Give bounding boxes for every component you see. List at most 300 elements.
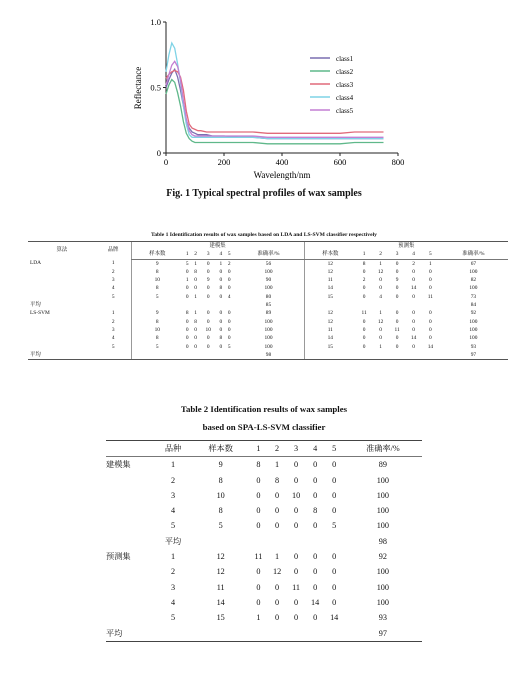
- table-cell: 0: [379, 335, 382, 342]
- table-row: [106, 626, 422, 642]
- table-cell: 0: [275, 582, 280, 592]
- table-cell: 0: [275, 506, 280, 516]
- table-cell: 2: [171, 475, 176, 485]
- table-cell: [268, 534, 287, 549]
- table-cell: 5: [111, 293, 115, 300]
- table-row: [106, 610, 422, 625]
- table-row: [28, 268, 508, 276]
- legend-label-class1: class1: [336, 55, 354, 63]
- table-cell: 0: [294, 460, 299, 470]
- table-cell: 0: [206, 285, 210, 292]
- table-cell: 1: [171, 460, 176, 470]
- table-cell: 0: [362, 285, 366, 292]
- table-cell: 8: [185, 310, 189, 317]
- table1-lda-lssvm-results: [28, 241, 508, 360]
- table-cell: 0: [194, 277, 197, 284]
- table-cell: 8: [275, 475, 280, 485]
- table-cell: 100: [376, 567, 389, 577]
- y-ticks: [150, 17, 166, 158]
- table-cell: 11: [427, 293, 433, 300]
- table-row: [28, 318, 508, 326]
- table-cell: 8: [362, 260, 366, 267]
- table-cell: 98: [233, 351, 304, 360]
- table-cell: 9: [131, 259, 183, 268]
- table-cell: [200, 301, 217, 309]
- table-cell: 85: [265, 302, 272, 309]
- table-cell: 0: [313, 521, 318, 531]
- table-row: [28, 301, 508, 309]
- table-cell: 10: [131, 276, 183, 284]
- table-row: [28, 334, 508, 342]
- table-cell: 0: [185, 335, 189, 342]
- table-cell: 84: [470, 302, 477, 309]
- table-cell: 4: [171, 597, 176, 607]
- table-cell: 3: [111, 277, 115, 284]
- table-cell: 100: [264, 343, 273, 350]
- table-cell: 0: [313, 460, 318, 470]
- table-cell: 0: [395, 293, 399, 300]
- table-cell: 100: [469, 326, 478, 333]
- table-cell: 10: [131, 326, 183, 334]
- table-cell: 11: [361, 310, 367, 317]
- table-cell: 5: [131, 343, 183, 351]
- table-row: [28, 259, 508, 268]
- table-cell: 14: [330, 613, 339, 623]
- table-cell: 0: [227, 285, 231, 292]
- table-cell: [183, 301, 191, 309]
- table-cell: 12: [377, 268, 384, 275]
- table-cell: 0: [313, 475, 318, 485]
- table-cell: 93: [378, 613, 387, 623]
- table-cell: 0: [219, 293, 223, 300]
- table-cell: 12: [304, 259, 356, 268]
- table-cell: 0: [395, 310, 399, 317]
- table-cell: 0: [256, 582, 261, 592]
- table-cell: 98: [378, 536, 387, 546]
- table-cell: 1: [219, 260, 223, 267]
- table-cell: 0: [412, 268, 415, 275]
- table-cell: 89: [265, 310, 272, 317]
- legend-label-class4: class4: [336, 94, 354, 102]
- table-cell: 0: [332, 567, 337, 577]
- table-cell: [372, 301, 389, 309]
- table1-subheader-cell: 2: [372, 250, 389, 259]
- table-cell: 0: [395, 260, 399, 267]
- x-tick-label: 800: [391, 157, 405, 167]
- table-row: [28, 326, 508, 334]
- table-cell: 0: [412, 310, 415, 317]
- table1-subheader-cell: 1: [183, 250, 191, 259]
- table-cell: 100: [469, 268, 478, 275]
- table1-subheader-cell: 准确率/%: [233, 250, 304, 259]
- table-row: [106, 473, 422, 488]
- table-cell: 0: [185, 318, 189, 325]
- table-cell: [422, 351, 439, 360]
- table-cell: 9: [395, 277, 399, 284]
- table-cell: LS-SVM: [30, 310, 50, 317]
- x-axis-label: Wavelength/nm: [253, 170, 311, 180]
- table-cell: [96, 301, 131, 309]
- table-cell: 2: [227, 260, 231, 267]
- table-cell: 0: [362, 318, 366, 325]
- table-cell: 12: [216, 552, 225, 562]
- table1-subheader-cell: 1: [356, 250, 372, 259]
- table-row: [106, 580, 422, 595]
- table-cell: 0: [313, 613, 318, 623]
- table2-spa-lssvm-results: [106, 440, 422, 642]
- table-cell: 0: [294, 613, 299, 623]
- table-cell: 11: [216, 582, 225, 592]
- table-row: [106, 564, 422, 579]
- table-cell: [183, 351, 191, 360]
- table-cell: 0: [256, 475, 261, 485]
- table-cell: 平均: [30, 302, 41, 309]
- table-cell: 4: [227, 293, 231, 300]
- x-tick-label: 400: [275, 157, 289, 167]
- y-tick-label: 1.0: [150, 17, 161, 27]
- table-cell: 0: [185, 285, 189, 292]
- table-cell: 0: [275, 613, 280, 623]
- table-cell: 8: [256, 460, 261, 470]
- table1-subheader-cell: 准确率/%: [439, 250, 508, 259]
- table-cell: 0: [275, 597, 280, 607]
- table1-subheader-cell: 2: [191, 250, 199, 259]
- y-axis-label: Reflectance: [133, 66, 143, 110]
- table-cell: 0: [362, 326, 366, 333]
- table-cell: 0: [256, 521, 261, 531]
- col-calibration-set: 建模集: [131, 242, 304, 251]
- table-cell: [249, 626, 267, 642]
- table-cell: 0: [379, 326, 382, 333]
- table-cell: 82: [470, 277, 477, 284]
- table-row: [106, 534, 422, 549]
- table-cell: 11: [304, 276, 356, 284]
- table-cell: LDA: [30, 260, 42, 267]
- table-cell: [217, 301, 225, 309]
- table-cell: 0: [313, 567, 318, 577]
- table-cell: 0: [412, 277, 415, 284]
- table-cell: 5: [218, 521, 223, 531]
- table-cell: 0: [294, 475, 299, 485]
- table-cell: 0: [362, 293, 366, 300]
- table-cell: 0: [313, 490, 318, 500]
- table1-subheader-cell: 4: [405, 250, 422, 259]
- x-tick-label: 600: [333, 157, 347, 167]
- table-cell: [28, 318, 96, 326]
- table-cell: [200, 351, 217, 360]
- table-cell: 0: [362, 268, 366, 275]
- table-cell: 12: [216, 567, 225, 577]
- table-cell: 11: [292, 582, 301, 592]
- table-cell: [191, 351, 199, 360]
- table-cell: 0: [206, 268, 210, 275]
- table-cell: 1: [256, 613, 261, 623]
- table-cell: [268, 626, 287, 642]
- table1-subheader-cell: 样本数: [304, 250, 356, 259]
- table-cell: 100: [264, 335, 273, 342]
- table-cell: 93: [470, 343, 477, 350]
- table-cell: 8: [218, 475, 223, 485]
- table-cell: [192, 626, 249, 642]
- table-cell: 0: [219, 326, 223, 333]
- table-cell: 8: [194, 318, 197, 325]
- table-cell: [28, 343, 96, 351]
- table-cell: 14: [410, 335, 417, 342]
- chart-legend: [310, 55, 354, 115]
- table-cell: [325, 534, 344, 549]
- table1-subheader-cell: 4: [217, 250, 225, 259]
- table-cell: 0: [219, 268, 223, 275]
- table-row: [28, 351, 508, 360]
- table-cell: 0: [429, 268, 432, 275]
- table-cell: 5: [131, 293, 183, 301]
- table-cell: 14: [304, 334, 356, 342]
- table-cell: 0: [206, 318, 210, 325]
- table-cell: 5: [185, 260, 189, 267]
- table2-header-cell: [106, 441, 154, 457]
- table-cell: 0: [256, 506, 261, 516]
- table-row: [106, 457, 422, 473]
- table-cell: [28, 268, 96, 276]
- table-cell: 0: [275, 490, 280, 500]
- table-cell: 0: [256, 597, 261, 607]
- table1-subheader-cell: 样本数: [131, 250, 183, 259]
- table-cell: 0: [219, 277, 223, 284]
- table-cell: 12: [272, 567, 282, 577]
- table-cell: 100: [264, 326, 273, 333]
- table-cell: 2: [111, 268, 115, 275]
- table-row: [28, 293, 508, 301]
- table-cell: 3: [111, 326, 115, 333]
- table-cell: 0: [294, 506, 299, 516]
- table-cell: 5: [111, 343, 115, 350]
- table-cell: 建模集: [106, 460, 131, 470]
- table-cell: [249, 534, 267, 549]
- table-cell: 12: [304, 318, 356, 326]
- table-cell: 4: [111, 285, 115, 292]
- table-cell: 14: [311, 597, 320, 607]
- table-cell: 0: [412, 343, 415, 350]
- table-cell: 12: [304, 309, 356, 317]
- table-cell: 100: [264, 268, 273, 275]
- table-cell: 0: [194, 285, 197, 292]
- table2-caption-line2: based on SPA-LS-SVM classifier: [202, 422, 326, 432]
- y-tick-label: 0.5: [150, 82, 161, 93]
- table-cell: 8: [131, 318, 183, 326]
- table-cell: 92: [470, 310, 477, 317]
- table-cell: [225, 351, 233, 360]
- col-prediction-set: 预测集: [304, 242, 508, 251]
- table-cell: 8: [131, 268, 183, 276]
- table-cell: 100: [264, 318, 273, 325]
- table-cell: 12: [304, 268, 356, 276]
- table2-caption-line1: Table 2 Identification results of wax samples: [180, 404, 348, 414]
- table2-header-cell: 1: [249, 441, 267, 457]
- table-cell: 1: [379, 260, 382, 267]
- table-cell: 0: [227, 310, 231, 317]
- table-cell: [191, 301, 199, 309]
- table-cell: 5: [227, 343, 231, 350]
- table-cell: 0: [227, 318, 231, 325]
- table-cell: 0: [185, 268, 189, 275]
- table-cell: [106, 610, 154, 625]
- table-cell: 0: [395, 285, 399, 292]
- table-cell: [225, 301, 233, 309]
- spectral-profile-chart: [0, 0, 528, 190]
- table-cell: 4: [379, 293, 382, 300]
- table-cell: [131, 301, 183, 309]
- table-cell: [106, 503, 154, 518]
- table-cell: 10: [216, 490, 225, 500]
- table-cell: 0: [227, 326, 231, 333]
- table-cell: 0: [362, 335, 366, 342]
- table-cell: 67: [470, 260, 477, 267]
- table-cell: 100: [469, 318, 478, 325]
- table2-header-cell: 5: [325, 441, 344, 457]
- table-cell: 1: [429, 260, 432, 267]
- table-cell: 0: [227, 277, 231, 284]
- table-cell: 0: [429, 310, 432, 317]
- table-cell: 5: [171, 613, 176, 623]
- table-cell: 0: [206, 310, 210, 317]
- table-cell: 0: [412, 326, 415, 333]
- table-cell: [306, 626, 325, 642]
- table-cell: 2: [171, 567, 176, 577]
- table-cell: 0: [429, 285, 432, 292]
- table-cell: 0: [185, 326, 189, 333]
- table-cell: 8: [219, 285, 223, 292]
- table-cell: 14: [410, 285, 417, 292]
- table1-subheader-cell: 5: [225, 250, 233, 259]
- table2-header-cell: 4: [306, 441, 325, 457]
- table-cell: 0: [313, 552, 318, 562]
- table-cell: 100: [376, 475, 389, 485]
- x-tick-label: 0: [163, 157, 169, 167]
- table-cell: 11: [304, 326, 356, 334]
- table-cell: 11: [394, 326, 400, 333]
- table-cell: [106, 518, 154, 533]
- table-cell: 56: [265, 260, 272, 267]
- table-cell: 8: [131, 334, 183, 342]
- table-cell: [356, 301, 372, 309]
- table-cell: 0: [395, 343, 399, 350]
- table-cell: [28, 326, 96, 334]
- table-cell: 0: [395, 335, 399, 342]
- table-cell: 0: [206, 293, 210, 300]
- table-cell: 0: [206, 260, 210, 267]
- table-cell: [389, 351, 405, 360]
- table-cell: 0: [219, 310, 223, 317]
- table-cell: [325, 626, 344, 642]
- table2-header-cell: 3: [287, 441, 306, 457]
- table-cell: 0: [332, 552, 337, 562]
- table-cell: 0: [379, 277, 382, 284]
- table-cell: 10: [292, 490, 301, 500]
- table-cell: [405, 351, 422, 360]
- table-cell: 80: [265, 293, 272, 300]
- table-cell: 1: [194, 293, 197, 300]
- table1-subheader-cell: 3: [200, 250, 217, 259]
- table-cell: 9: [218, 460, 223, 470]
- table-cell: 100: [376, 582, 389, 592]
- table-cell: [304, 351, 356, 360]
- table-row: [106, 549, 422, 564]
- table-cell: 2: [111, 318, 115, 325]
- table-cell: 1: [194, 310, 197, 317]
- table-cell: 0: [332, 490, 337, 500]
- table-cell: 11: [254, 552, 263, 562]
- table-cell: 92: [378, 552, 387, 562]
- table-cell: 0: [275, 521, 280, 531]
- table-cell: [106, 488, 154, 503]
- table-cell: [192, 534, 249, 549]
- table-cell: 90: [265, 277, 272, 284]
- table-cell: 0: [332, 506, 337, 516]
- table-cell: 8: [313, 506, 318, 516]
- table-cell: [106, 473, 154, 488]
- table-cell: 100: [469, 335, 478, 342]
- col-brand: 品牌: [96, 242, 131, 260]
- table-cell: 4: [171, 506, 176, 516]
- table-cell: 1: [379, 310, 382, 317]
- table-row: [28, 276, 508, 284]
- table-cell: 0: [256, 490, 261, 500]
- table-cell: 0: [362, 343, 366, 350]
- table-cell: 平均: [106, 626, 154, 642]
- table-cell: [217, 351, 225, 360]
- table-cell: 0: [294, 567, 299, 577]
- table-cell: 0: [185, 343, 189, 350]
- table-cell: [405, 301, 422, 309]
- table-cell: 89: [378, 460, 387, 470]
- table-cell: 8: [194, 268, 197, 275]
- table-cell: 0: [194, 326, 197, 333]
- legend-label-class5: class5: [336, 107, 354, 115]
- x-tick-label: 200: [217, 157, 231, 167]
- table-cell: 14: [427, 343, 434, 350]
- table-cell: 15: [304, 343, 356, 351]
- table-cell: 0: [294, 521, 299, 531]
- table-cell: 0: [194, 335, 197, 342]
- table-cell: 1: [111, 260, 115, 267]
- table-cell: [356, 351, 372, 360]
- table-cell: 0: [206, 343, 210, 350]
- table-row: [28, 343, 508, 351]
- table-cell: 15: [216, 613, 225, 623]
- table-cell: 0: [395, 318, 399, 325]
- table2-header-cell: 品种: [154, 441, 192, 457]
- table-cell: 15: [304, 293, 356, 301]
- table-cell: 0: [219, 318, 223, 325]
- x-ticks: [164, 153, 405, 167]
- table-cell: 5: [171, 521, 176, 531]
- table-cell: 0: [332, 475, 337, 485]
- table-cell: 1: [111, 310, 115, 317]
- table2-header-row: [106, 441, 422, 457]
- table-row: [106, 503, 422, 518]
- table-cell: 0: [412, 293, 415, 300]
- table-cell: 平均: [28, 351, 96, 360]
- table-cell: [96, 351, 131, 360]
- series-line-class1: [166, 69, 384, 138]
- table-cell: 2: [362, 277, 366, 284]
- table1-subheader-cell: 5: [422, 250, 439, 259]
- table-cell: 0: [227, 268, 231, 275]
- table-row: [106, 595, 422, 610]
- table-cell: 1: [185, 277, 189, 284]
- table-cell: 9: [131, 309, 183, 317]
- table-cell: 0: [332, 597, 337, 607]
